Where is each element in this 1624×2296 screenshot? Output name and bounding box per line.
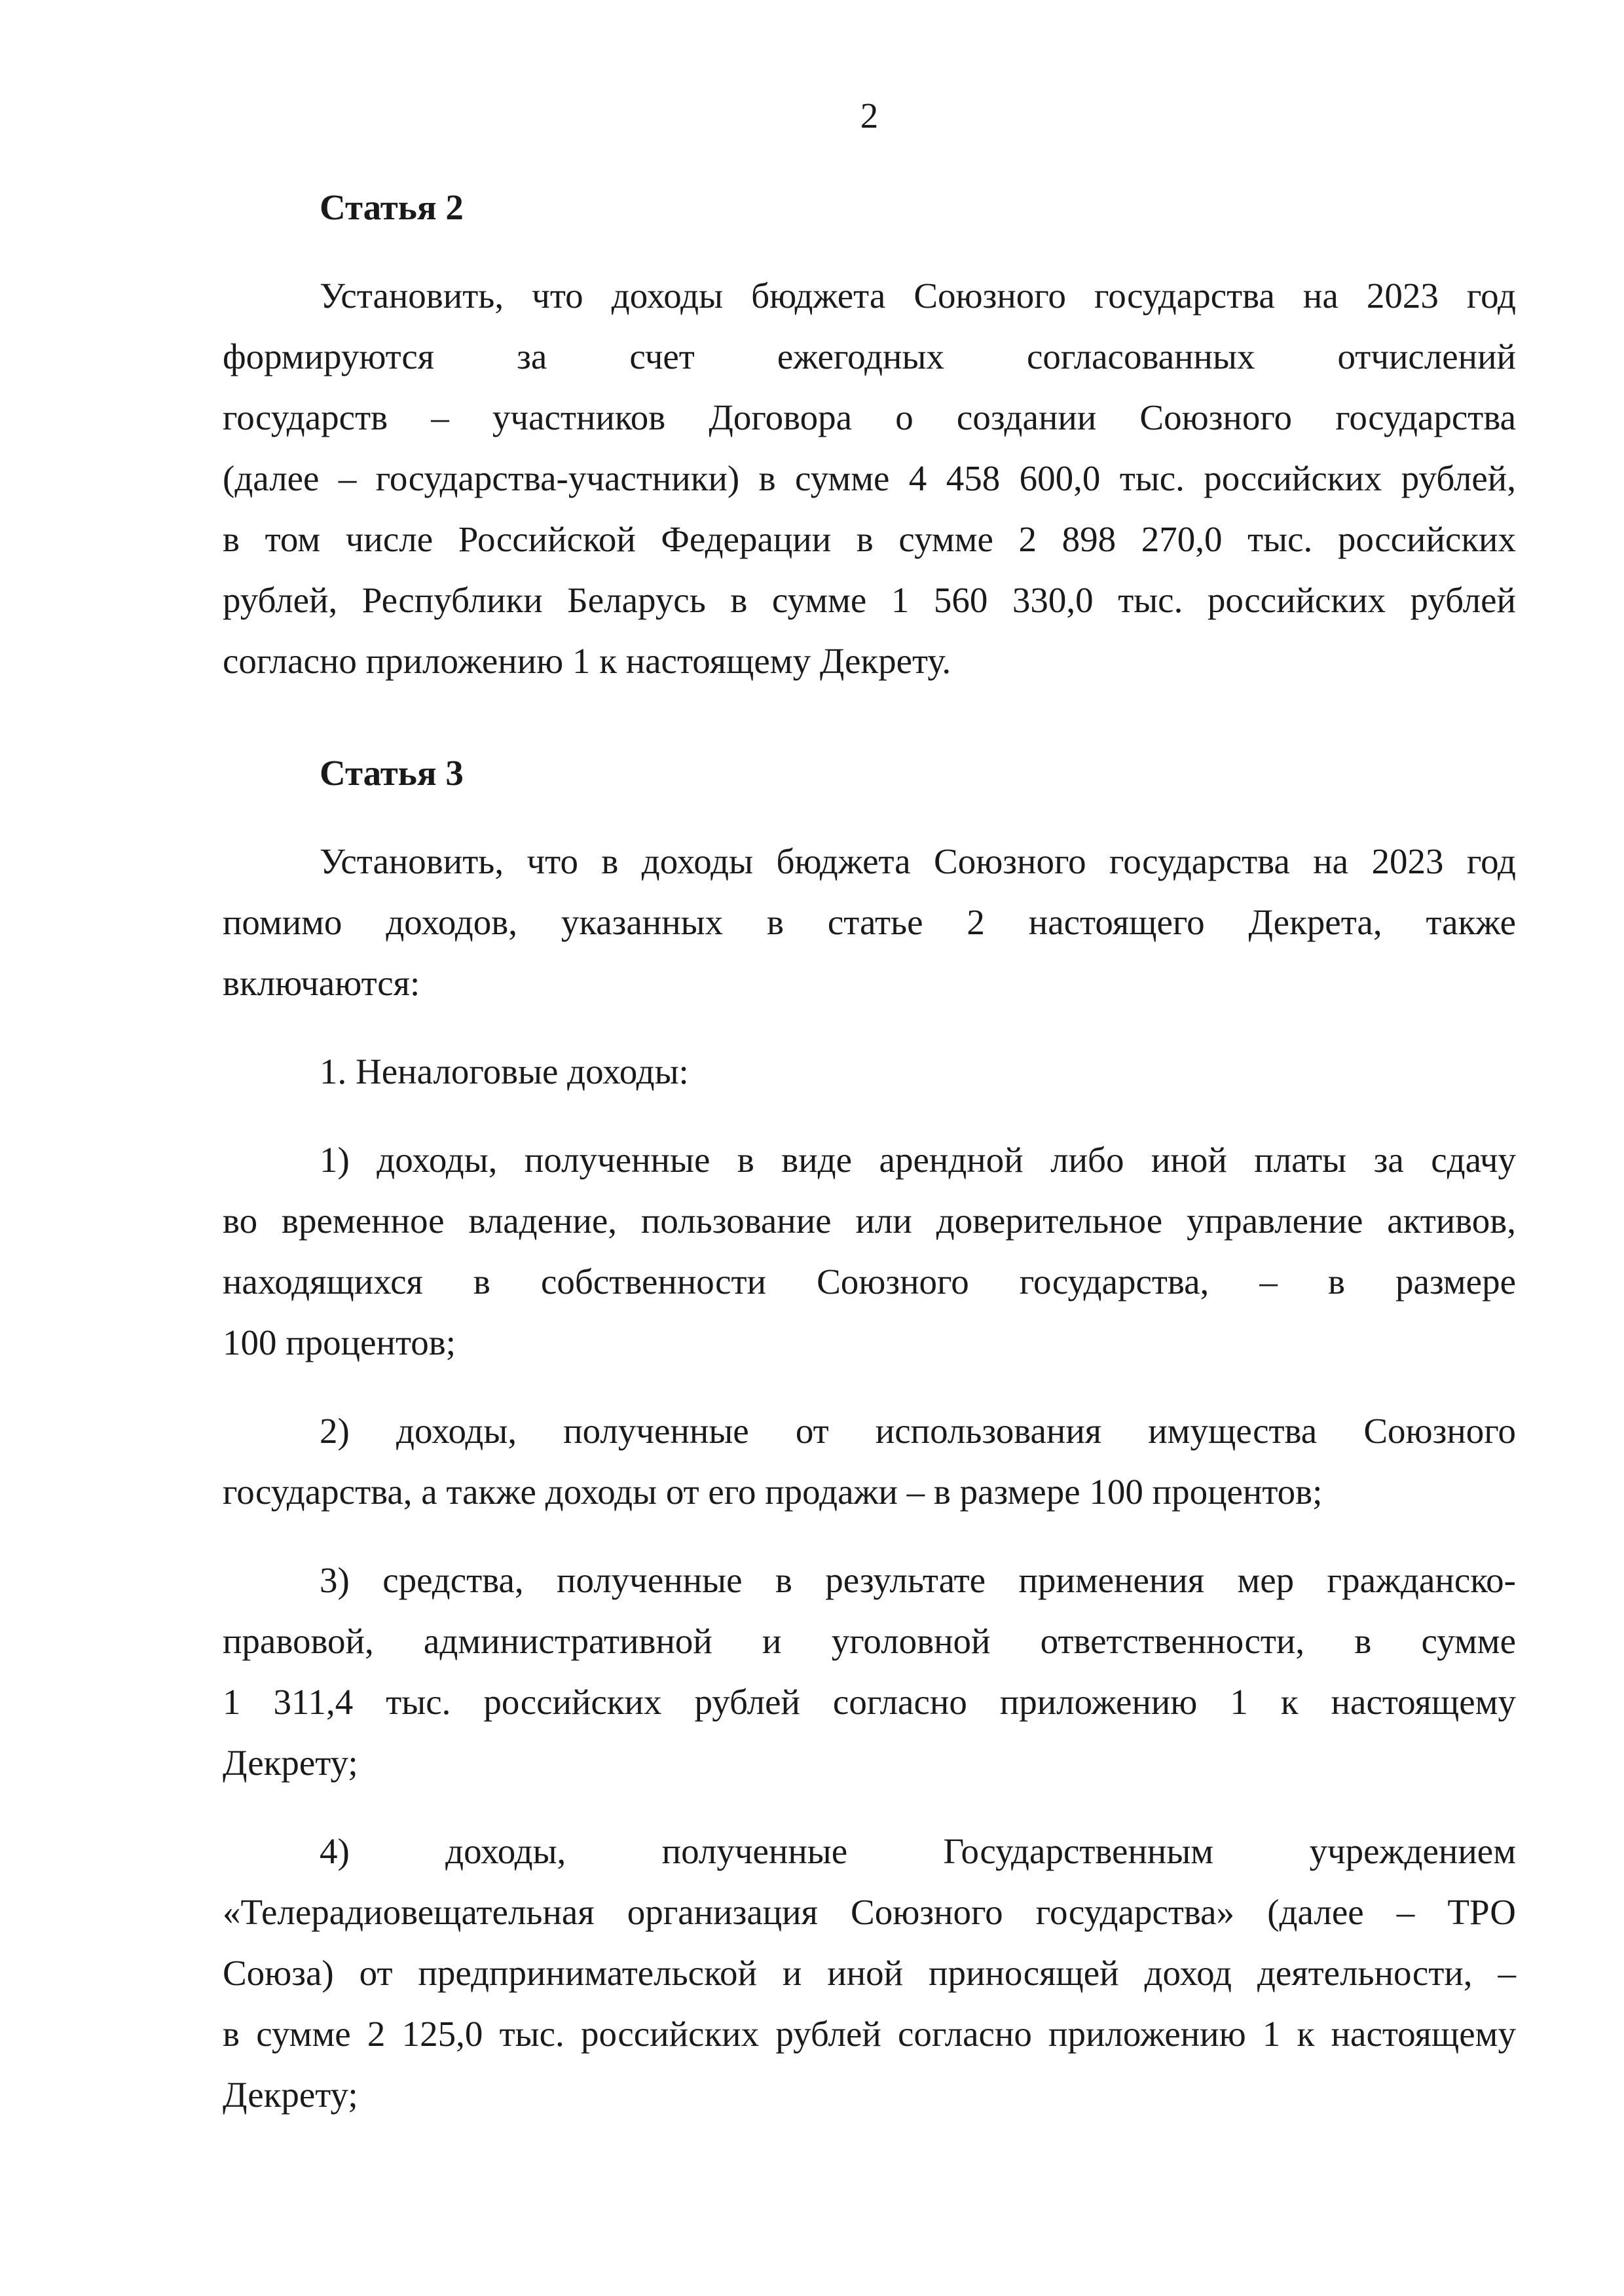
- paragraph-line: Установить, что в доходы бюджета Союзного государства на 2023 год: [320, 841, 1516, 881]
- paragraph-line: 3) средства, полученные в результате применения мер гражданско-: [320, 1560, 1516, 1600]
- paragraph-line: 4) доходы, полученные Государственным учреждением: [320, 1831, 1516, 1871]
- paragraph-line: 2) доходы, полученные от использования имущества Союзного: [320, 1411, 1516, 1451]
- paragraph-line: Союза) от предпринимательской и иной приносящей доход деятельности, –: [223, 1953, 1516, 1993]
- paragraph-line: 1. Неналоговые доходы:: [320, 1051, 689, 1091]
- paragraph-line: (далее – государства-участники) в сумме 4 458 600,0 тыс. российских рублей,: [223, 458, 1516, 498]
- paragraph-line: правовой, административной и уголовной ответственности, в сумме: [223, 1621, 1516, 1661]
- article-heading: Статья 2: [320, 187, 464, 227]
- paragraph-line: «Телерадиовещательная организация Союзного государства» (далее – ТРО: [223, 1892, 1516, 1932]
- paragraph-line: в сумме 2 125,0 тыс. российских рублей согласно приложению 1 к настоящему: [223, 2014, 1516, 2054]
- paragraph-line: Декрету;: [223, 2075, 358, 2115]
- paragraph-line: включаются:: [223, 963, 420, 1003]
- page-number: 2: [860, 96, 879, 136]
- paragraph-line: 1 311,4 тыс. российских рублей согласно приложению 1 к настоящему: [223, 1682, 1516, 1722]
- paragraph-line: находящихся в собственности Союзного государства, – в размере: [223, 1262, 1516, 1302]
- paragraph: [223, 1129, 1516, 1373]
- article-heading: Статья 3: [320, 753, 464, 793]
- document-body: [223, 177, 1516, 2125]
- paragraph: [223, 1400, 1516, 1522]
- paragraph-line: согласно приложению 1 к настоящему Декрету.: [223, 641, 951, 681]
- paragraph-line: 1) доходы, полученные в виде арендной либо иной платы за сдачу: [320, 1140, 1516, 1180]
- paragraph-line: 100 процентов;: [223, 1322, 456, 1362]
- paragraph: [223, 1821, 1516, 2125]
- paragraph-line: Установить, что доходы бюджета Союзного государства на 2023 год: [320, 276, 1516, 316]
- paragraph-line: государств – участников Договора о создании Союзного государства: [223, 397, 1516, 437]
- paragraph: [223, 265, 1516, 691]
- paragraph: [223, 831, 1516, 1013]
- paragraph-line: во временное владение, пользование или доверительное управление активов,: [223, 1201, 1516, 1241]
- paragraph: [223, 1550, 1516, 1793]
- paragraph-line: Декрету;: [223, 1743, 358, 1783]
- paragraph-line: формируются за счет ежегодных согласованных отчислений: [223, 337, 1516, 376]
- paragraph: [223, 1041, 1516, 1102]
- paragraph-line: государства, а также доходы от его продажи – в размере 100 процентов;: [223, 1472, 1323, 1512]
- paragraph-line: помимо доходов, указанных в статье 2 настоящего Декрета, также: [223, 902, 1516, 942]
- paragraph-line: в том числе Российской Федерации в сумме 2 898 270,0 тыс. российских: [223, 519, 1516, 559]
- paragraph-line: рублей, Республики Беларусь в сумме 1 560 330,0 тыс. российских рублей: [223, 580, 1516, 620]
